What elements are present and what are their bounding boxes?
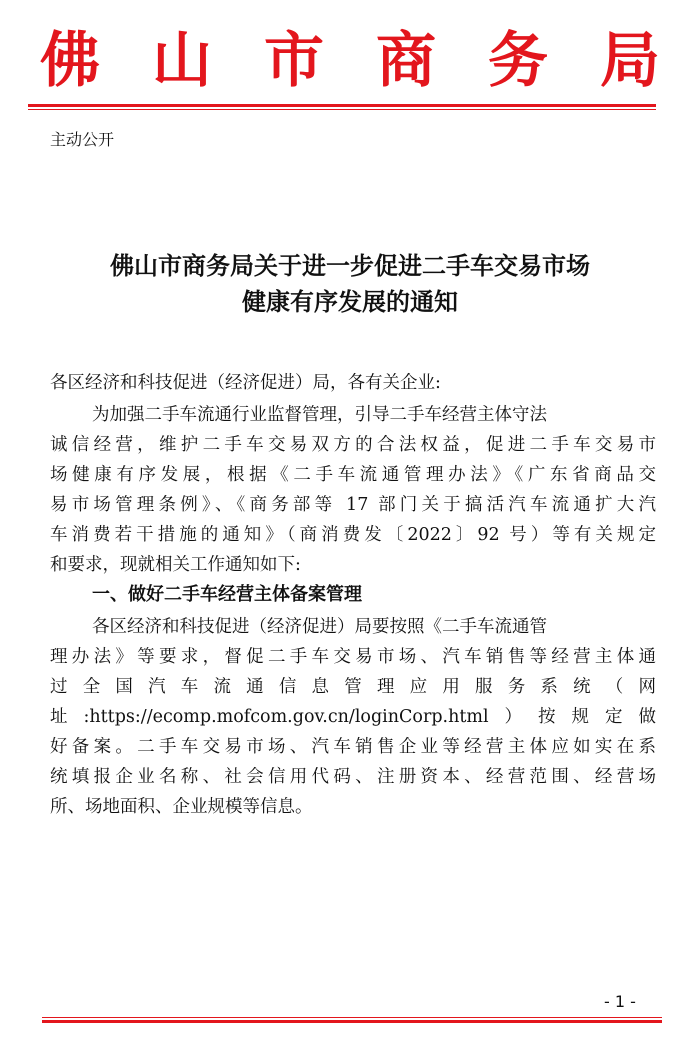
masthead-char: 务 — [488, 26, 548, 96]
masthead — [40, 24, 660, 98]
masthead-char: 商 — [376, 26, 436, 96]
paragraph-line: 好备案。二手车交易市场、汽车销售企业等经营主体应如实在系 — [50, 737, 656, 757]
page-number: - 1 - — [604, 992, 636, 1011]
disclosure-label: 主动公开 — [50, 130, 115, 149]
paragraph-line: 诚信经营，维护二手车交易双方的合法权益，促进二手车交易市 — [50, 435, 656, 455]
footer-rule-thin — [42, 1017, 662, 1018]
paragraph-line: 各区经济和科技促进（经济促进）局要按照《二手车流通管 — [92, 617, 547, 637]
paragraph-line: 和要求，现就相关工作通知如下: — [50, 555, 301, 575]
header-rule-thin — [28, 109, 656, 110]
masthead-char: 局 — [600, 26, 660, 96]
paragraph-line: 场健康有序发展，根据《二手车流通管理办法》《广东省商品交 — [50, 465, 656, 485]
masthead-char: 山 — [152, 26, 212, 96]
footer-rule-thick — [42, 1020, 662, 1023]
masthead-char: 市 — [264, 26, 324, 96]
paragraph-line: 车消费若干措施的通知》（商消费发〔2022〕92 号）等有关规定 — [50, 525, 656, 545]
document-title-line-1: 佛山市商务局关于进一步促进二手车交易市场 — [110, 251, 590, 280]
document-title-line-2: 健康有序发展的通知 — [242, 287, 458, 316]
masthead-char: 佛 — [40, 26, 100, 96]
header-rule-thick — [28, 104, 656, 107]
salutation: 各区经济和科技促进（经济促进）局，各有关企业: — [50, 373, 441, 393]
paragraph-line: 理办法》等要求，督促二手车交易市场、汽车销售等经营主体通 — [50, 647, 656, 667]
paragraph-line: 址:https://ecomp.mofcom.gov.cn/loginCorp.html）按规定做 — [50, 707, 656, 727]
paragraph-line: 统填报企业名称、社会信用代码、注册资本、经营范围、经营场 — [50, 767, 656, 787]
paragraph-line: 所、场地面积、企业规模等信息。 — [50, 797, 313, 817]
paragraph-line: 为加强二手车流通行业监督管理，引导二手车经营主体守法 — [92, 405, 547, 425]
section-heading: 一、做好二手车经营主体备案管理 — [92, 584, 362, 605]
paragraph-line: 过全国汽车流通信息管理应用服务系统（网 — [50, 677, 656, 697]
paragraph-line: 易市场管理条例》、《商务部等 17 部门关于搞活汽车流通扩大汽 — [50, 495, 656, 515]
